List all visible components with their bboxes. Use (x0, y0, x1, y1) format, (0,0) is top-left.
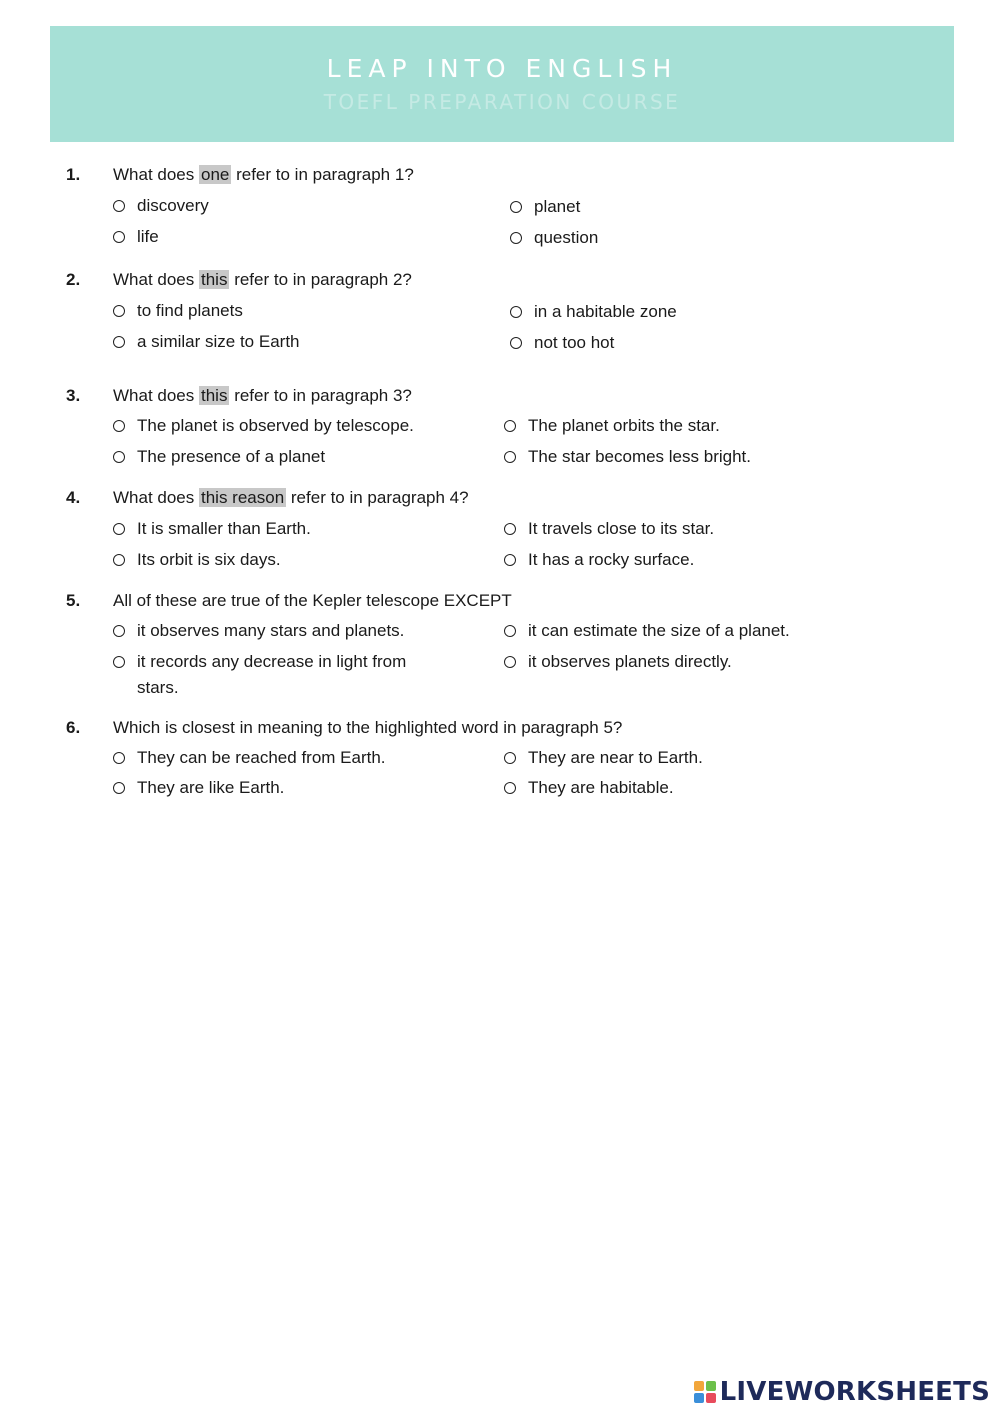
brand-name: LIVEWORKSHEETS (719, 1377, 990, 1407)
option-label: planet (534, 197, 581, 216)
question-number: 1. (66, 165, 81, 184)
option-label: It has a rocky surface. (528, 550, 695, 569)
radio-button[interactable] (113, 782, 125, 794)
question-number: 5. (66, 591, 81, 610)
option-label: It is smaller than Earth. (137, 519, 311, 538)
question-text: What does this refer to in paragraph 3? (113, 386, 412, 405)
radio-button[interactable] (504, 752, 516, 764)
radio-button[interactable] (113, 451, 125, 463)
question-text: All of these are true of the Kepler telescope EXCEPT (113, 591, 512, 610)
radio-button[interactable] (504, 451, 516, 463)
header-banner (50, 26, 954, 142)
option-label: They can be reached from Earth. (137, 748, 386, 767)
radio-button[interactable] (113, 420, 125, 432)
option-label: it can estimate the size of a planet. (528, 621, 790, 640)
option-label: Its orbit is six days. (137, 550, 281, 569)
radio-button[interactable] (510, 201, 522, 213)
liveworksheets-logo-icon (694, 1381, 716, 1403)
option-label: The star becomes less bright. (528, 447, 751, 466)
question-number: 3. (66, 386, 81, 405)
highlighted-word: this (201, 386, 228, 405)
question-text: Which is closest in meaning to the highlighted word in paragraph 5? (113, 718, 623, 737)
question-number: 6. (66, 718, 81, 737)
radio-button[interactable] (504, 782, 516, 794)
option-label: life (137, 227, 159, 246)
option-label: in a habitable zone (534, 302, 677, 321)
option-label: question (534, 228, 599, 247)
highlighted-word: one (201, 165, 230, 184)
option-label: it observes planets directly. (528, 652, 732, 671)
question-text: What does one refer to in paragraph 1? (113, 165, 414, 184)
option-label: it records any decrease in light from stars. (137, 652, 407, 697)
option-label: They are near to Earth. (528, 748, 703, 767)
option-label: They are like Earth. (137, 778, 285, 797)
radio-button[interactable] (113, 231, 125, 243)
question-text: What does this reason refer to in paragraph 4? (113, 488, 469, 507)
radio-button[interactable] (504, 625, 516, 637)
option-label: discovery (137, 196, 209, 215)
radio-button[interactable] (510, 337, 522, 349)
question-number: 4. (66, 488, 81, 507)
option-label: The planet is observed by telescope. (137, 416, 414, 435)
radio-button[interactable] (510, 306, 522, 318)
radio-button[interactable] (113, 656, 125, 668)
radio-button[interactable] (113, 625, 125, 637)
question-text: What does this refer to in paragraph 2? (113, 270, 412, 289)
radio-button[interactable] (113, 523, 125, 535)
header-subtitle: TOEFL PREPARATION COURSE (323, 90, 681, 114)
radio-button[interactable] (504, 554, 516, 566)
radio-button[interactable] (113, 752, 125, 764)
highlighted-word: this reason (201, 488, 285, 507)
radio-button[interactable] (504, 523, 516, 535)
radio-button[interactable] (113, 200, 125, 212)
radio-button[interactable] (113, 305, 125, 317)
logo-square (706, 1393, 716, 1403)
logo-square (706, 1381, 716, 1391)
option-label: The presence of a planet (137, 447, 326, 466)
header-title: LEAP INTO ENGLISH (326, 54, 678, 83)
question-number: 2. (66, 270, 81, 289)
option-label: not too hot (534, 333, 615, 352)
radio-button[interactable] (504, 656, 516, 668)
radio-button[interactable] (504, 420, 516, 432)
radio-button[interactable] (510, 232, 522, 244)
highlighted-word: this (201, 270, 228, 289)
radio-button[interactable] (113, 336, 125, 348)
option-label: The planet orbits the star. (528, 416, 720, 435)
radio-button[interactable] (113, 554, 125, 566)
option-label: It travels close to its star. (528, 519, 715, 538)
logo-square (694, 1393, 704, 1403)
option-label: a similar size to Earth (137, 332, 300, 351)
option-label: to find planets (137, 301, 243, 320)
logo-square (694, 1381, 704, 1391)
option-label: They are habitable. (528, 778, 674, 797)
option-label: it observes many stars and planets. (137, 621, 405, 640)
liveworksheets-logo (694, 1377, 990, 1407)
